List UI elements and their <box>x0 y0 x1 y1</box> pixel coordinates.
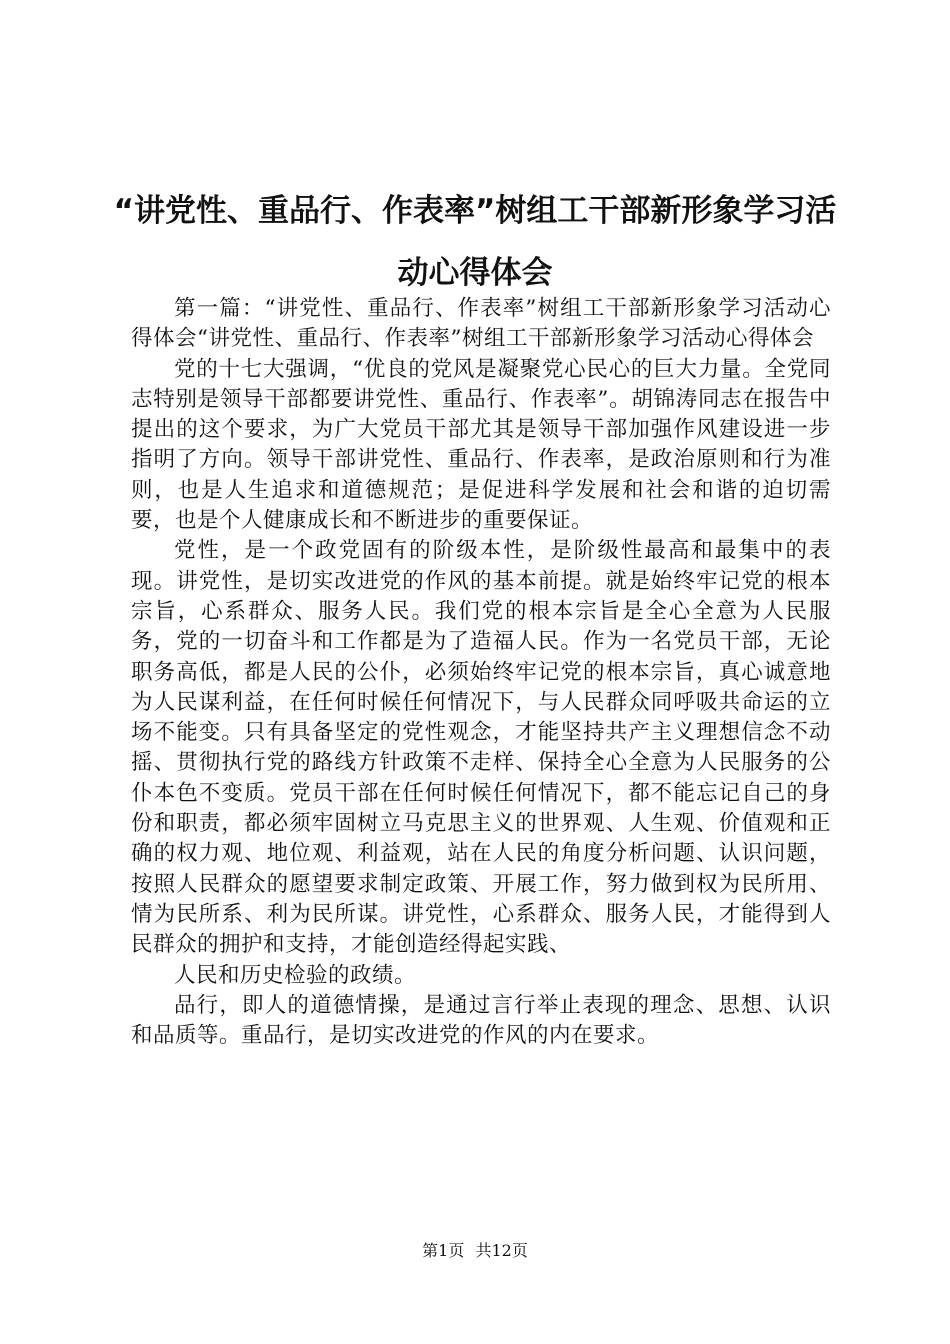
paragraph: 人民和历史检验的政绩。 <box>174 962 417 988</box>
page-footer <box>0 1241 950 1261</box>
paragraph: 党的十七大强调，“优良的党风是凝聚党心民心的巨大力量。全党同志特别是领导干部都要讲党性、重品行、作表率”。胡锦涛同志在报告中提出的这个要求，为广大党员干部尤其是领导干部加强作风建设进一步指明了方向。领导干部讲党性、重品行、作表率，是政治原则和行为准则，也是人生追求和道德规范；是促进科学发展和社会和谐的迫切需要，也是个人健康成长和不断进步的重要保证。 <box>131 356 831 534</box>
page-total: 共12页 <box>475 1241 528 1260</box>
page-number: 第1页 <box>422 1241 465 1260</box>
paragraph: 第一篇：“讲党性、重品行、作表率”树组工干部新形象学习活动心得体会“讲党性、重品行、作表率”树组工干部新形象学习活动心得体会 <box>131 296 831 352</box>
paragraph: 品行，即人的道德情操，是通过言行举止表现的理念、思想、认识和品质等。重品行，是切实改进党的作风的内在要求。 <box>131 992 831 1049</box>
document-title: “讲党性、重品行、作表率”树组工干部新形象学习活动心得体会 <box>113 193 837 291</box>
document-body <box>131 294 831 1051</box>
paragraph: 党性，是一个政党固有的阶级本性，是阶级性最高和最集中的表现。讲党性，是切实改进党的作风的基本前提。就是始终牢记党的根本宗旨，心系群众、服务人民。我们党的根本宗旨是全心全意为人民服务，党的一切奋斗和工作都是为了造福人民。作为一名党员干部，无论职务高低，都是人民的公仆，必须始终牢记党的根本宗旨，真心诚意地为人民谋利益，在任何时候任何情况下，与人民群众同呼吸共命运的立场不能变。只有具备坚定的党性观念，才能坚持共产主义理想信念不动摇、贯彻执行党的路线方针政策不走样、保持全心全意为人民服务的公仆本色不变质。党员干部在任何时候任何情况下，都不能忘记自己的身份和职责，都必须牢固树立马克思主义的世界观、人生观、价值观和正确的权力观、地位观、利益观，站在人民的角度分析问题、认识问题，按照人民群众的愿望要求制定政策、开展工作，努力做到权为民所用、情为民所系、利为民所谋。讲党性，心系群众、服务人民，才能得到人民群众的拥护和支持，才能创造经得起实践、 <box>131 538 831 958</box>
